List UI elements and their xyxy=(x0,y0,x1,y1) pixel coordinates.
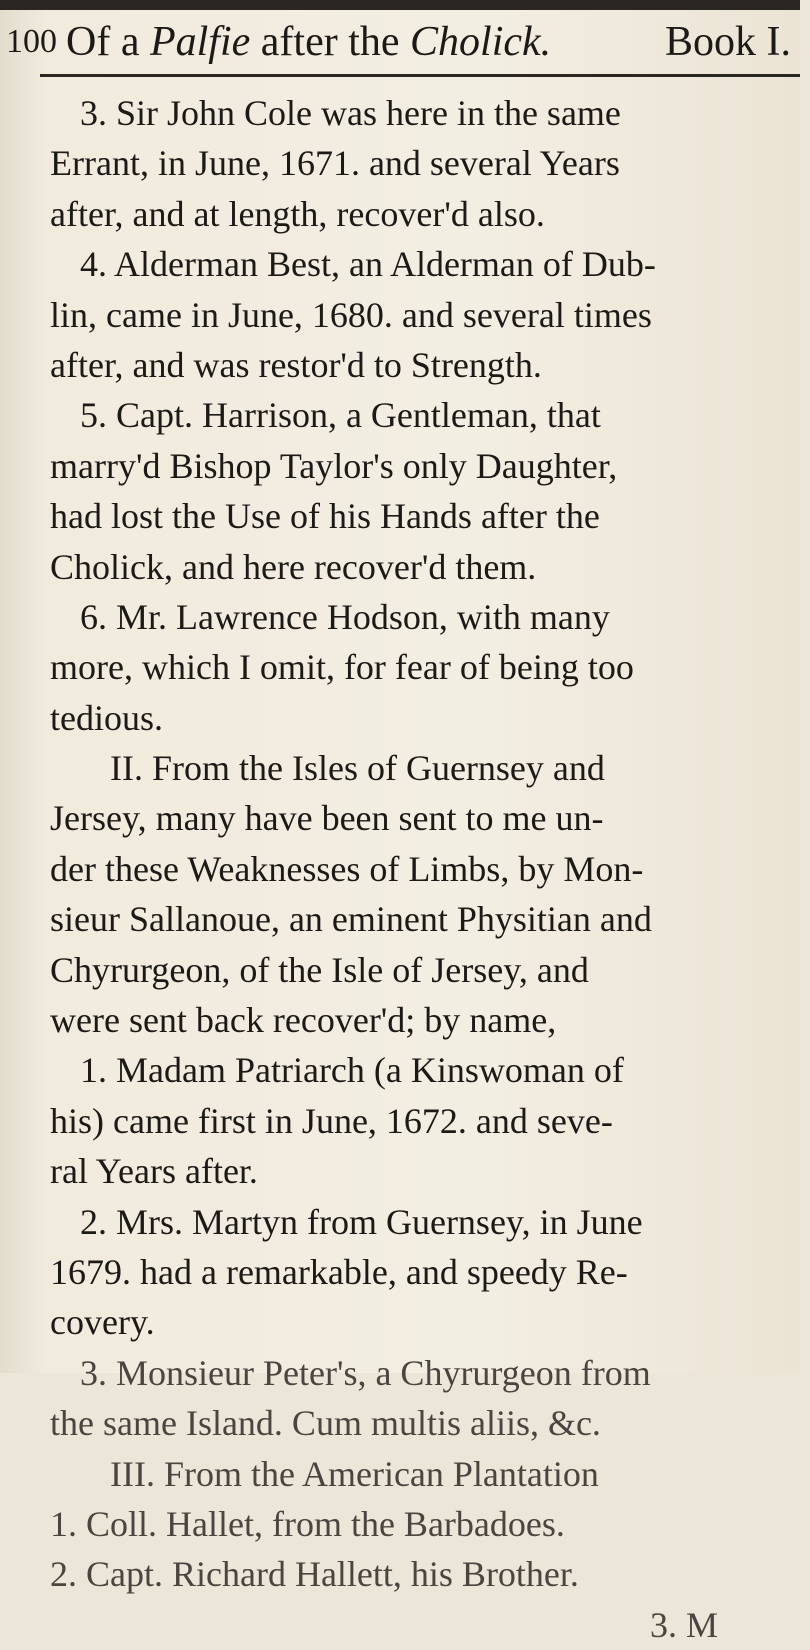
head-underline xyxy=(40,74,800,77)
text-line: after, and at length, recover'd also. xyxy=(50,193,545,234)
title-middle: after the xyxy=(260,19,400,65)
text-line: 1. Coll. Hallet, from the Barbadoes. xyxy=(50,1503,565,1544)
text-line: 1679. had a remarkable, and speedy Re- xyxy=(50,1251,628,1292)
page-number: 100 xyxy=(6,23,57,60)
text-line: III. From the American Plantation xyxy=(110,1453,599,1494)
title-prefix: Of a xyxy=(66,19,140,65)
text-line: more, which I omit, for fear of being too xyxy=(50,647,634,688)
text-line: lin, came in June, 1680. and several times xyxy=(50,294,652,335)
book-label: Book I. xyxy=(665,19,791,65)
top-rule xyxy=(0,0,800,10)
text-line: der these Weaknesses of Limbs, by Mon- xyxy=(50,848,644,889)
title-italic-cholick: Cholick. xyxy=(410,19,552,65)
text-line: were sent back recover'd; by name, xyxy=(50,1000,557,1041)
text-line: II. From the Isles of Guernsey and xyxy=(110,748,605,789)
text-line: ral Years after. xyxy=(50,1151,258,1192)
text-line: 6. Mr. Lawrence Hodson, with many xyxy=(80,596,610,637)
running-head xyxy=(0,12,800,72)
text-line: covery. xyxy=(50,1302,155,1343)
text-line: 5. Capt. Harrison, a Gentleman, that xyxy=(80,395,601,436)
text-line: Jersey, many have been sent to me un- xyxy=(50,798,604,839)
running-title xyxy=(66,12,551,72)
text-line: 3. Monsieur Peter's, a Chyrurgeon from xyxy=(80,1352,651,1393)
text-line: 3. Sir John Cole was here in the same xyxy=(80,93,621,133)
text-line: Cholick, and here recover'd them. xyxy=(50,546,537,587)
text-line: the same Island. Cum multis aliis, &c. xyxy=(50,1403,601,1444)
text-line: 2. Mrs. Martyn from Guernsey, in June xyxy=(80,1201,643,1242)
text-line: marry'd Bishop Taylor's only Daughter, xyxy=(50,445,618,486)
text-line: tedious. xyxy=(50,697,163,738)
text-line: Errant, in June, 1671. and several Years xyxy=(50,143,620,184)
text-line: Chyrurgeon, of the Isle of Jersey, and xyxy=(50,949,589,990)
text-line: his) came first in June, 1672. and seve- xyxy=(50,1100,613,1141)
text-line: had lost the Use of his Hands after the xyxy=(50,496,600,537)
text-line: sieur Sallanoue, an eminent Physitian and xyxy=(50,899,652,940)
text-line: 2. Capt. Richard Hallett, his Brother. xyxy=(50,1554,579,1595)
text-line: 1. Madam Patriarch (a Kinswoman of xyxy=(80,1050,624,1091)
title-italic-palfie: Palfie xyxy=(149,19,251,65)
text-line: 4. Alderman Best, an Alderman of Dub- xyxy=(80,244,656,285)
body-text xyxy=(50,88,810,1650)
text-line: after, and was restor'd to Strength. xyxy=(50,344,542,385)
text-line: 3. M xyxy=(650,1604,719,1645)
